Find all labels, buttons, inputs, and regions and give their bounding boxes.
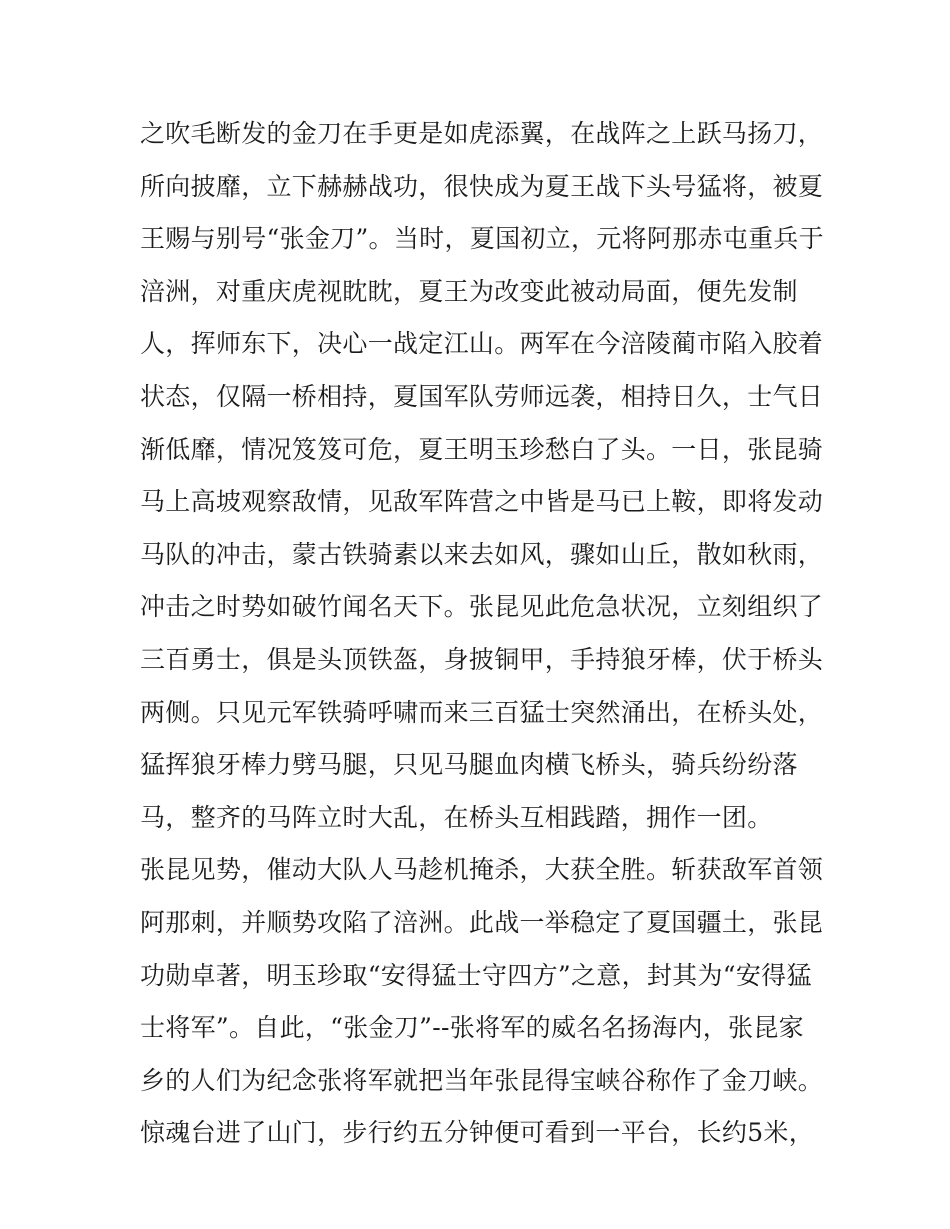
text-line: 士将军”。自此，“张金刀”--张将军的威名名扬海内，张昆家 [140, 1013, 804, 1043]
text-line: 惊魂台进了山门，步行约五分钟便可看到一平台，长约5米， [140, 1118, 815, 1148]
text-line: 阿那刺，并顺势攻陷了涪洲。此战一举稳定了夏国疆土，张昆 [140, 907, 824, 937]
text-line: 张昆见势，催动大队人马趁机掩杀，大获全胜。斩获敌军首领 [140, 855, 824, 885]
text-line: 三百勇士，俱是头顶铁盔，身披铜甲，手持狼牙棒，伏于桥头 [140, 644, 824, 674]
text-line: 马上高坡观察敌情，见敌军阵营之中皆是马已上鞍，即将发动 [140, 487, 824, 517]
body-text [140, 108, 824, 1160]
text-line: 渐低靡，情况笈笈可危，夏王明玉珍愁白了头。一日，张昆骑 [140, 434, 824, 464]
text-line: 王赐与别号“张金刀”。当时，夏国初立，元将阿那赤屯重兵于 [140, 224, 824, 254]
text-line: 乡的人们为纪念张将军就把当年张昆得宝峡谷称作了金刀峡。 [140, 1065, 824, 1095]
text-line: 冲击之时势如破竹闻名天下。张昆见此危急状况，立刻组织了 [140, 592, 824, 622]
text-line: 人，挥师东下，决心一战定江山。两军在今涪陵蔺市陷入胶着 [140, 329, 824, 359]
text-line: 马，整齐的马阵立时大乱，在桥头互相践踏，拥作一团。 [140, 802, 773, 832]
text-line: 涪洲，对重庆虎视眈眈，夏王为改变此被动局面，便先发制 [140, 276, 798, 306]
text-line: 之吹毛断发的金刀在手更是如虎添翼，在战阵之上跃马扬刀， [140, 119, 824, 148]
text-line: 猛挥狼牙棒力劈马腿，只见马腿血肉横飞桥头，骑兵纷纷落 [140, 750, 798, 780]
text-line: 状态，仅隔一桥相持，夏国军队劳师远袭，相持日久，士气日 [140, 381, 824, 411]
text-line: 功勋卓著，明玉珍取“安得猛士守四方”之意，封其为“安得猛 [140, 960, 812, 990]
text-line: 马队的冲击，蒙古铁骑素以来去如风，骤如山丘，散如秋雨， [140, 539, 824, 569]
text-line: 两侧。只见元军铁骑呼啸而来三百猛士突然涌出，在桥头处， [140, 697, 824, 727]
text-line: 所向披靡，立下赫赫战功，很快成为夏王战下头号猛将，被夏 [140, 171, 824, 201]
